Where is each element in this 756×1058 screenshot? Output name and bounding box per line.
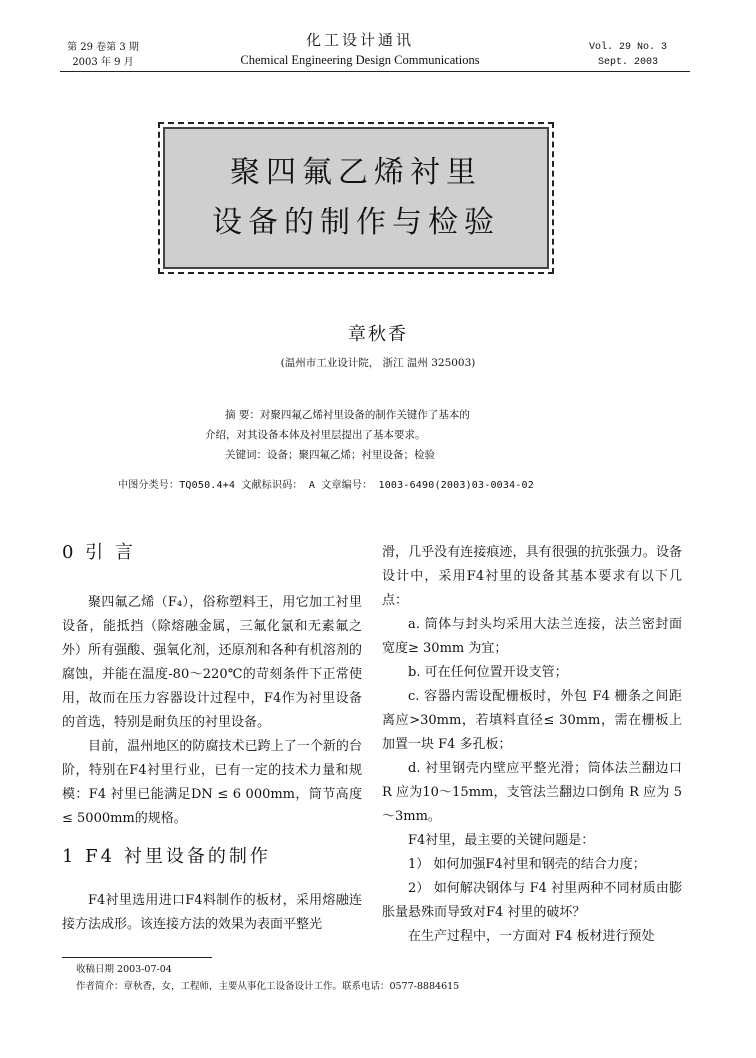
section-0-heading: 0 引 言: [62, 542, 136, 563]
title-line-2: 设备的制作与检验: [212, 205, 500, 240]
section-1-heading: 1 F4 衬里设备的制作: [62, 846, 271, 867]
paragraph-sec1-1: F4衬里选用进口F4料制作的板材，采用熔融连接方法成形。该连接方法的效果为表面平整光: [62, 893, 362, 932]
left-column: [62, 541, 362, 937]
footnote-divider: [62, 957, 212, 958]
right-column: [382, 541, 682, 949]
author-affiliation: (温州市工业设计院， 浙江 温州 325003): [280, 357, 476, 369]
journal-name-en: Chemical Engineering Design Communications: [240, 53, 480, 67]
key-issue-2: 2） 如何解决钢体与 F4 衬里两种不同材质由膨胀量悬殊而导致对F4 衬里的破坏？: [382, 881, 682, 920]
journal-title: [180, 30, 540, 68]
keywords: 关键词：设备；聚四氟乙烯；衬里设备；检验: [225, 449, 435, 461]
requirement-c: c. 容器内需设配栅板时，外包 F4 栅条之间距离应>30mm，若填料直径≤ 30mm，需在栅板上加置一块 F4 多孔板；: [382, 689, 682, 752]
abstract: [205, 405, 565, 465]
issue-info-en: [578, 40, 678, 70]
abstract-line-1: 摘 要：对聚四氟乙烯衬里设备的制作关键作了基本的: [225, 409, 470, 421]
issue-date: 2003 年 9 月: [72, 57, 134, 68]
footnote-author-bio: 作者简介：章秋香，女，工程师，主要从事化工设备设计工作。联系电话：0577-8884615: [76, 981, 460, 992]
author-name: 章秋香: [348, 324, 408, 345]
journal-name-cn: 化工设计通讯: [305, 31, 414, 49]
title-box: [158, 122, 554, 274]
abstract-line-2: 介绍，对其设备本体及衬里层提出了基本要求。: [205, 429, 426, 441]
title-box-inner: [163, 127, 549, 269]
requirement-a: a. 筒体与封头均采用大法兰连接，法兰密封面宽度≥ 30mm 为宜；: [382, 617, 682, 656]
issue-info: [58, 40, 148, 70]
issue-volume: 第 29 卷第 3 期: [67, 42, 139, 53]
issue-volume-en: Vol. 29 No. 3: [588, 42, 667, 53]
title-line-1: 聚四氟乙烯衬里: [230, 155, 482, 190]
requirement-d: d. 衬里钢壳内壁应平整光滑；筒体法兰翻边口 R 应为10～15mm，支管法兰翻边口倒角 R 应为 5～3mm。: [382, 761, 682, 824]
key-issue-1: 1） 如何加强F4衬里和钢壳的结合力度；: [408, 857, 646, 872]
paragraph-intro-2: 目前，温州地区的防腐技术已跨上了一个新的台阶，特别在F4衬里行业，已有一定的技术力量和规模：F4 衬里已能满足DN ≤ 6 000mm，筒节高度≤ 5000mm的规格。: [62, 739, 362, 826]
issue-date-en: Sept. 2003: [597, 57, 658, 68]
header-divider: [60, 71, 690, 72]
footnote-received: 收稿日期 2003-07-04: [76, 964, 172, 975]
paragraph-continued: 滑，几乎没有连接痕迹，具有很强的抗张强力。设备设计中，采用F4衬里的设备其基本要求有以下几点：: [382, 545, 682, 608]
classification-line: 中图分类号：TQ050.4+4 文献标识码： A 文章编号： 1003-6490(2003)03-0034-02: [118, 480, 534, 491]
requirement-b: b. 可在任何位置开设支管；: [408, 665, 568, 680]
key-issues-intro: F4衬里，最主要的关键问题是：: [408, 833, 595, 848]
paragraph-production: 在生产过程中，一方面对 F4 板材进行预处: [408, 929, 655, 944]
paragraph-intro-1: 聚四氟乙烯（F₄），俗称塑料王，用它加工衬里设备，能抵挡（除熔融金属，三氟化氯和无素氟之外）所有强酸、强氧化剂，还原剂和各种有机溶剂的腐蚀，并能在温度-80～220℃的苛刻条件下正常使用，故而在压力容器设计过程中，F4作为衬里设备的首选，特别是耐负压的衬里设备。: [62, 595, 362, 730]
